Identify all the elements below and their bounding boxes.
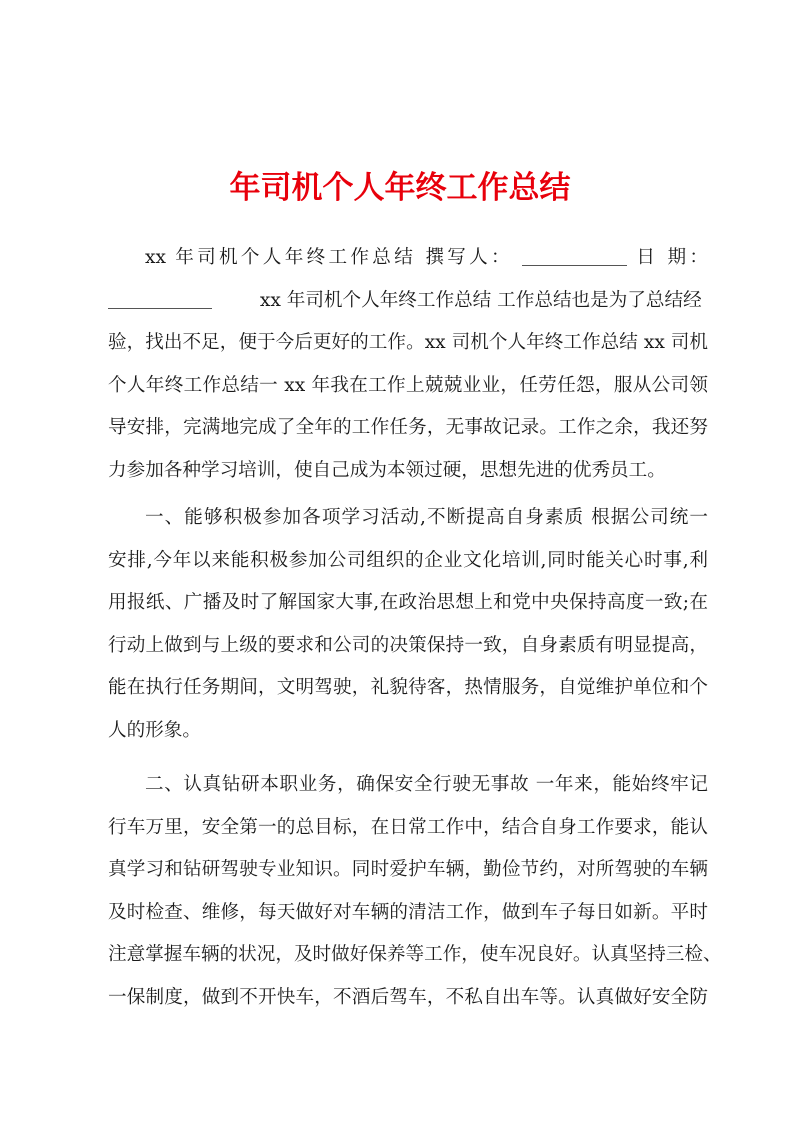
section-1-paragraph	[108, 497, 708, 752]
document-body	[108, 237, 722, 1019]
document-title: 年司机个人年终工作总结	[229, 170, 571, 206]
section-2-line: 真学习和钻研驾驶专业知识。同时爱护车辆，勤俭节约，对所驾驶的车辆	[108, 859, 708, 880]
section-2-line: 行车万里，安全第一的总目标，在日常工作中，结合自身工作要求，能认	[108, 816, 708, 838]
intro-line: 导安排，完满地完成了全年的工作任务，无事故记录。工作之余，我还努	[108, 417, 708, 438]
intro-line: 力参加各种学习培训，使自己成为本领过硬，思想先进的优秀员工。	[108, 459, 666, 481]
section-1-line: 用报纸、广播及时了解国家大事,在政治思想上和党中央保持高度一致;在	[108, 592, 708, 613]
header-line-2	[108, 280, 708, 323]
header-line-2-text: xx 年司机个人年终工作总结 工作总结也是为了总结经	[259, 289, 702, 311]
section-2-line: 一保制度，做到不开快车，不酒后驾车，不私自出车等。认真做好安全防	[108, 986, 708, 1008]
section-1-line: 一、能够积极参加各项学习活动,不断提高自身素质 根据公司统一	[145, 507, 708, 528]
section-2-line: 二、认真钻研本职业务，确保安全行驶无事故 一年来，能始终牢记	[145, 774, 708, 795]
author-blank-field	[522, 247, 627, 266]
date-label: 日 期：	[636, 247, 708, 268]
intro-line: 个人年终工作总结一 xx 年我在工作上兢兢业业，任劳任怨，服从公司领	[108, 374, 708, 396]
section-2-line: 及时检查、维修，每天做好对车辆的清洁工作，做到车子每日如新。平时	[108, 901, 708, 923]
section-1-line: 行动上做到与上级的要求和公司的决策保持一致，自身素质有明显提高，	[108, 634, 708, 656]
section-1-line: 人的形象。	[108, 719, 201, 741]
section-2-line: 注意掌握车辆的状况，及时做好保养等工作，使车况良好。认真坚持三检、	[108, 944, 722, 965]
intro-paragraph	[108, 237, 708, 492]
date-blank-field	[108, 290, 212, 309]
section-2-paragraph	[108, 764, 722, 1019]
intro-line: 验，找出不足，便于今后更好的工作。xx 司机个人年终工作总结 xx 司机	[108, 332, 708, 353]
header-prefix-text: xx 年司机个人年终工作总结 撰写人：	[145, 247, 513, 268]
section-1-line: 能在执行任务期间，文明驾驶，礼貌待客，热情服务，自觉维护单位和个	[108, 677, 708, 698]
section-1-line: 安排,今年以来能积极参加公司组织的企业文化培训,同时能关心时事,利	[108, 549, 708, 571]
header-line-1	[108, 237, 708, 280]
